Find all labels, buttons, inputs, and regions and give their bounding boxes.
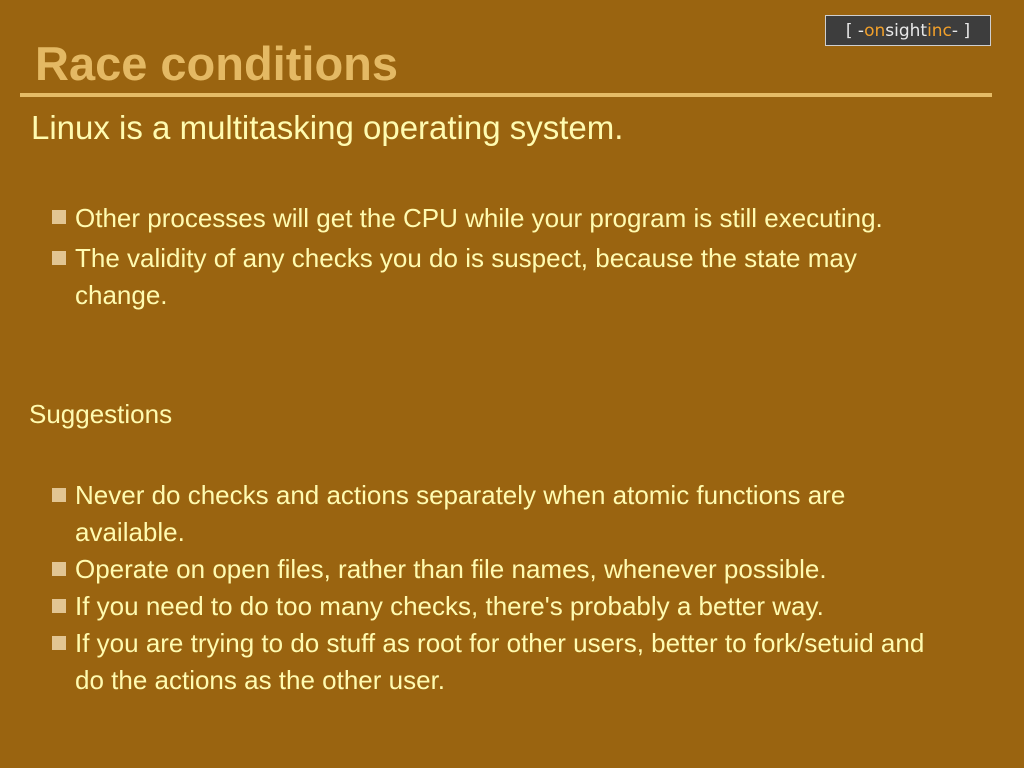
slide-title: Race conditions (35, 37, 399, 90)
suggestions-heading: Suggestions (29, 399, 173, 429)
square-bullet-icon (52, 636, 66, 650)
bullet-text: Never do checks and actions separately when atomic functions are available. (75, 480, 846, 547)
list-item (52, 240, 955, 314)
list-item (52, 588, 955, 625)
logo-bracket-open: [ - (845, 20, 865, 41)
logo-sight: sight (885, 20, 928, 41)
square-bullet-icon (52, 251, 66, 265)
bullet-text: The validity of any checks you do is suspect, because the state may change. (75, 243, 857, 310)
intro-heading: Linux is a multitasking operating system. (31, 109, 624, 146)
intro-bullet-list (52, 196, 955, 314)
list-item (52, 551, 955, 588)
logo-bracket-close: - ] (951, 20, 971, 41)
logo-inc: inc (927, 20, 952, 41)
onsight-logo (825, 15, 991, 46)
square-bullet-icon (52, 562, 66, 576)
logo-on: on (864, 20, 886, 41)
list-item (52, 625, 955, 699)
title-divider (20, 93, 992, 97)
list-item (52, 196, 955, 240)
bullet-text: Operate on open files, rather than file names, whenever possible. (75, 554, 827, 584)
square-bullet-icon (52, 210, 66, 224)
square-bullet-icon (52, 488, 66, 502)
bullet-text: Other processes will get the CPU while your program is still executing. (75, 203, 883, 233)
square-bullet-icon (52, 599, 66, 613)
bullet-text: If you need to do too many checks, there's probably a better way. (75, 591, 824, 621)
bullet-text: If you are trying to do stuff as root for other users, better to fork/setuid and do the actions as the other user. (75, 628, 925, 695)
suggestion-bullet-list (52, 477, 955, 699)
list-item (52, 477, 955, 551)
